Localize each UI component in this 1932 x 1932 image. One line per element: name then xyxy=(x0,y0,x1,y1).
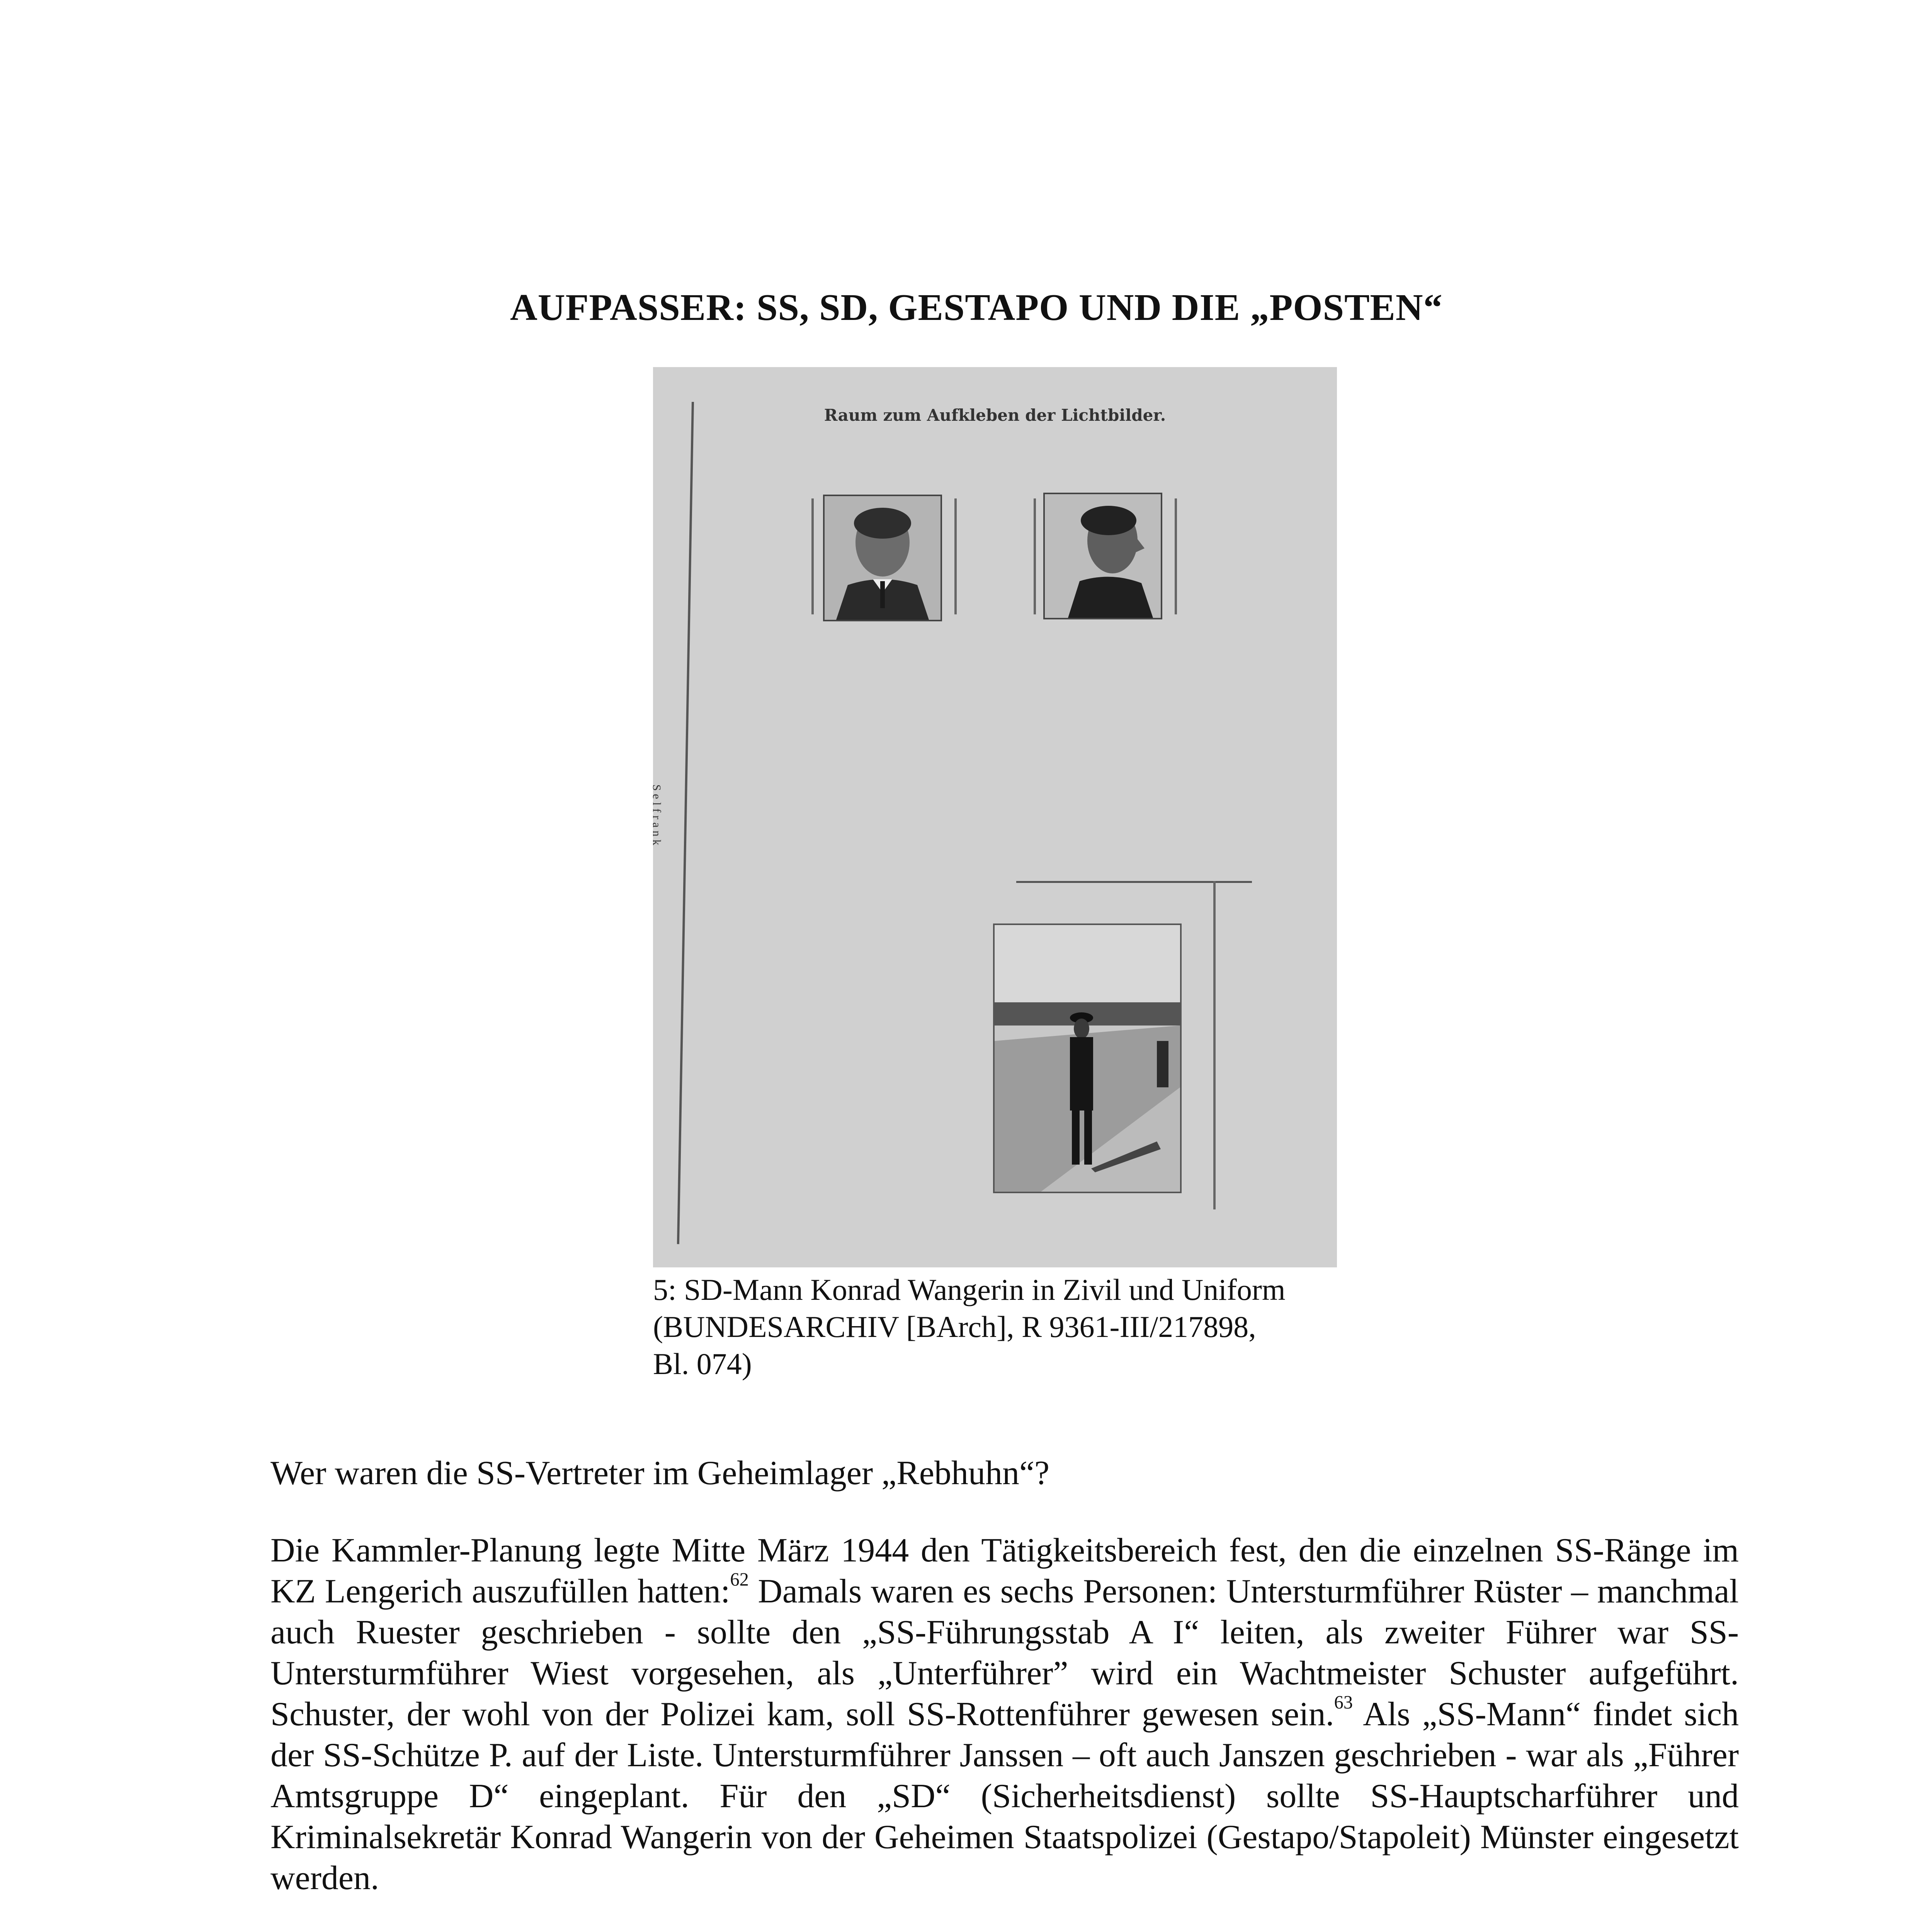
frame-line xyxy=(954,498,957,614)
section-heading: AUFPASSER: SS, SD, GESTAPO UND DIE „POSTEN“ xyxy=(510,287,1443,328)
caption-line: Bl. 074) xyxy=(653,1347,752,1381)
frame-line xyxy=(1175,498,1177,614)
paragraph-text: Die Kammler-Planung legte Mitte März 1944 den Tätigkeitsbereich fest, den die einzelnen SS-Ränge im KZ Lengerich auszufüllen hatten: xyxy=(270,1532,1739,1610)
frame-line xyxy=(1213,881,1216,1209)
footnote-ref-62[interactable]: 62 xyxy=(730,1569,749,1590)
body-paragraph-1 xyxy=(270,1530,1739,1899)
caption-line: (BUNDESARCHIV [BArch], R 9361-III/217898, xyxy=(653,1310,1256,1344)
sheet-side-text: Selfrank xyxy=(650,784,663,849)
uniform-street-photo xyxy=(993,923,1182,1193)
paragraph-text: Damals waren es sechs Personen: Untersturmführer Rüster – manchmal auch Ruester geschrieben - sollte den „SS-Führungsstab A I“ leiten, als zweiter Führer war SS-Untersturmführer Wiest vorgesehen, als „Unterführer” wird ein Wachtmeister Schuster aufgeführt. Schuster, der wohl von der Polizei kam, soll SS-Rottenführer gewesen sein. xyxy=(270,1573,1739,1733)
archival-photo-sheet xyxy=(650,367,1337,1267)
frame-line xyxy=(1034,498,1036,614)
caption-line: 5: SD-Mann Konrad Wangerin in Zivil und Uniform xyxy=(653,1273,1286,1306)
frame-line xyxy=(1016,881,1252,883)
sheet-header-text: Raum zum Aufkleben der Lichtbilder. xyxy=(824,406,1166,425)
footnote-ref-63[interactable]: 63 xyxy=(1334,1692,1353,1713)
mugshot-front-photo xyxy=(823,495,942,621)
mugshot-profile-photo xyxy=(1043,493,1162,619)
paragraph-text: Als „SS-Mann“ findet sich der SS-Schütze P. auf der Liste. Untersturmführer Janssen – oft auch Janszen geschrieben - war als „Führer Amtsgruppe D“ eingeplant. Für den „SD“ (Sicherheitsdienst) sollte SS-Hauptscharführer und Kriminalsekretär Konrad Wangerin von der Geheimen Staatspolizei (Gestapo/Stapoleit) Münster eingesetzt werden. xyxy=(270,1696,1739,1897)
question-heading-1: Wer waren die SS-Vertreter im Geheimlager „Rebhuhn“? xyxy=(270,1454,1050,1492)
figure-caption xyxy=(653,1271,1387,1383)
frame-line xyxy=(811,498,814,614)
sheet-edge-line xyxy=(677,402,694,1244)
